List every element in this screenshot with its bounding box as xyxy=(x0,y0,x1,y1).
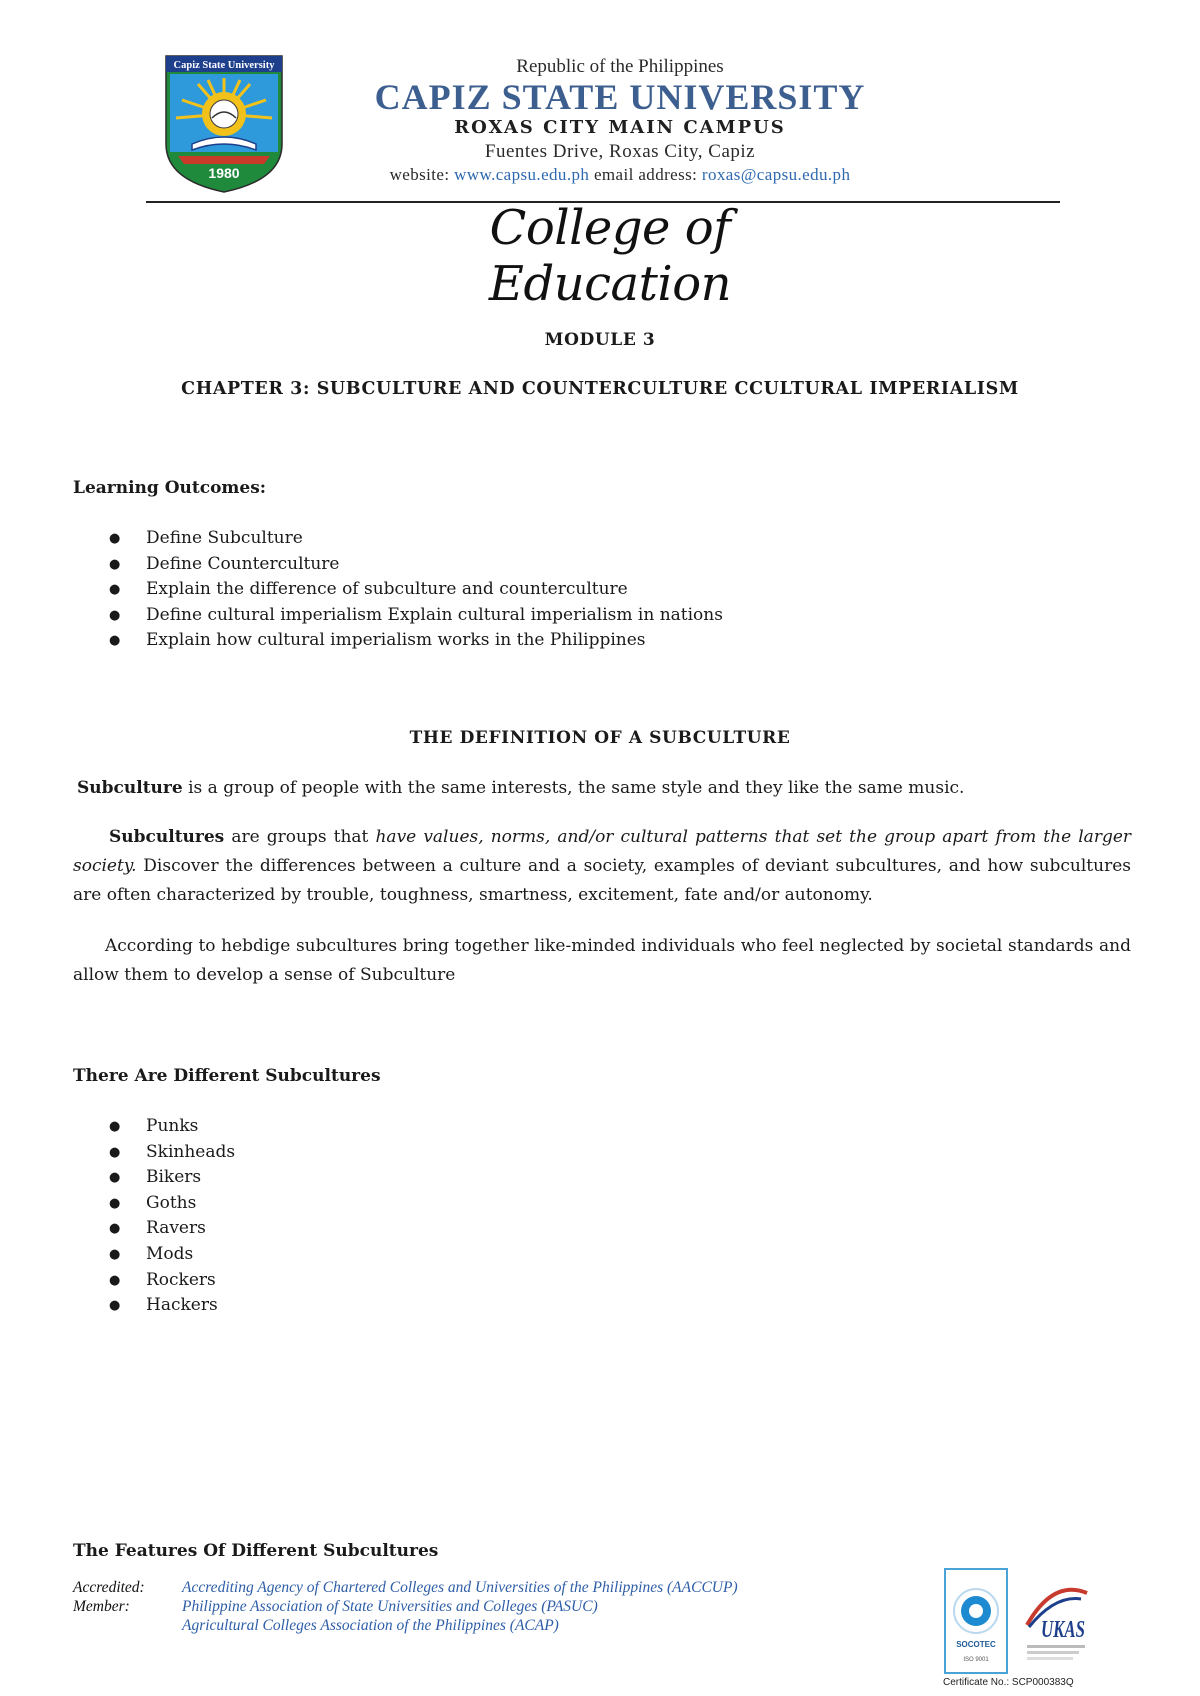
email-label: email address: xyxy=(593,165,698,184)
contact-line xyxy=(330,164,910,186)
college-name: College of Education xyxy=(488,200,732,312)
university-logo xyxy=(162,52,286,194)
list-item: ● Explain the difference of subculture and counterculture xyxy=(73,577,723,603)
term-subcultures: Subcultures xyxy=(109,827,225,847)
letterhead xyxy=(330,56,910,186)
list-item: ● Rockers xyxy=(73,1268,235,1294)
website-link[interactable]: www.capsu.edu.ph xyxy=(454,165,590,184)
paragraph-text: are groups that xyxy=(224,827,376,847)
chapter-title: CHAPTER 3: SUBCULTURE AND COUNTERCULTURE CCULTURAL IMPERIALISM xyxy=(181,379,1019,399)
republic-line: Republic of the Philippines xyxy=(516,56,724,77)
list-item: ● Define Subculture xyxy=(73,526,723,552)
paragraph-text: is a group of people with the same interests, the same style and they like the same music. xyxy=(182,778,965,798)
paragraph-subculture xyxy=(73,774,1131,803)
learning-outcomes-list xyxy=(73,526,723,654)
member-value: Agricultural Colleges Association of the Philippines (ACAP) xyxy=(182,1617,559,1634)
different-subcultures-heading: There Are Different Subcultures xyxy=(73,1066,381,1086)
list-item: ● Define cultural imperialism Explain cultural imperialism in nations xyxy=(73,603,723,629)
svg-text:Capiz State University: Capiz State University xyxy=(173,60,275,71)
list-item: ● Goths xyxy=(73,1191,235,1217)
features-heading: The Features Of Different Subcultures xyxy=(73,1541,439,1561)
list-item: ● Bikers xyxy=(73,1165,235,1191)
definition-heading: THE DEFINITION OF A SUBCULTURE xyxy=(409,728,791,748)
certificate-number: Certificate No.: SCP000383Q xyxy=(943,1677,1074,1688)
list-item: ● Define Counterculture xyxy=(73,552,723,578)
subcultures-list xyxy=(73,1114,235,1319)
paragraph-subcultures xyxy=(73,823,1131,910)
learning-outcomes-heading: Learning Outcomes: xyxy=(73,478,267,498)
list-item: ● Mods xyxy=(73,1242,235,1268)
module-title: MODULE 3 xyxy=(544,330,656,350)
campus-name: ROXAS CITY MAIN CAMPUS xyxy=(454,117,786,138)
svg-text:1980: 1980 xyxy=(208,165,240,181)
italic-definition: have values, norms, and/or cultural patterns that set the group apart from the larger society. xyxy=(73,827,1132,876)
accredited-value: Accrediting Agency of Chartered Colleges and Universities of the Philippines (AACCUP) xyxy=(182,1579,738,1596)
accredited-label: Accredited: xyxy=(73,1579,145,1596)
term-subculture: Subculture xyxy=(77,778,183,798)
list-item: ● Skinheads xyxy=(73,1140,235,1166)
email-link[interactable]: roxas@capsu.edu.ph xyxy=(701,165,851,184)
svg-text:UKAS: UKAS xyxy=(1041,1617,1085,1643)
website-label: website: xyxy=(389,165,450,184)
accreditation-footer xyxy=(73,1578,738,1635)
paragraph-text: Discover the differences between a culture and a society, examples of deviant subcultures, and how subcultures are often characterized by trouble, toughness, smartness, excitement, fate and/or autonomy. xyxy=(73,856,1131,905)
member-value: Philippine Association of State Universities and Colleges (PASUC) xyxy=(182,1598,598,1615)
address-line: Fuentes Drive, Roxas City, Capiz xyxy=(484,141,756,162)
list-item: ● Hackers xyxy=(73,1293,235,1319)
list-item: ● Explain how cultural imperialism works in the Philippines xyxy=(73,628,723,654)
university-name: CAPIZ STATE UNIVERSITY xyxy=(374,77,866,117)
svg-text:SOCOTEC: SOCOTEC xyxy=(956,1640,996,1649)
svg-text:ISO 9001: ISO 9001 xyxy=(963,1657,989,1663)
member-label: Member: xyxy=(73,1598,130,1615)
paragraph-hebdige: According to hebdige subcultures bring together like-minded individuals who feel neglected by societal standards and allow them to develop a sense of Subculture xyxy=(73,936,1131,985)
list-item: ● Ravers xyxy=(73,1216,235,1242)
certification-logos xyxy=(943,1565,1093,1677)
list-item: ● Punks xyxy=(73,1114,235,1140)
